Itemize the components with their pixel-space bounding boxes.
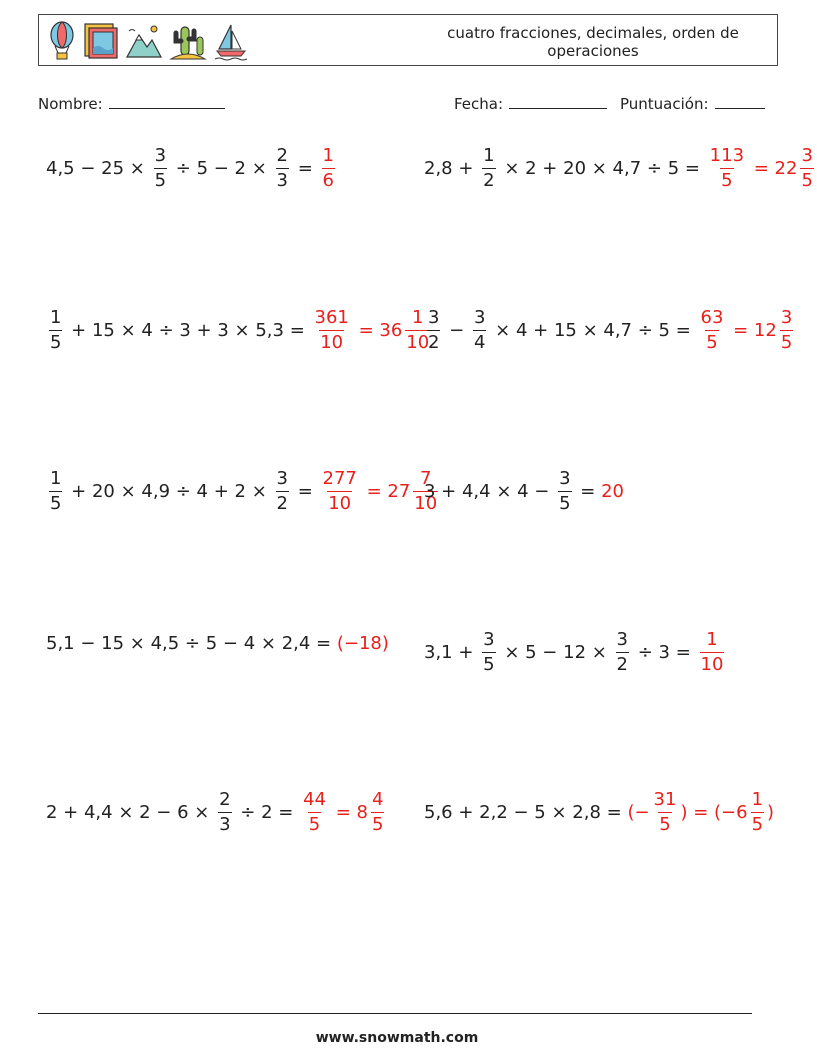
numerator: 1 xyxy=(706,628,718,650)
denominator: 5 xyxy=(780,331,793,353)
fraction xyxy=(218,788,231,835)
denominator: 5 xyxy=(706,331,718,353)
expression-text: 5,6 + 2,2 − 5 × 2,8 = xyxy=(424,801,628,823)
answer-fraction xyxy=(314,306,350,353)
worksheet-title: cuatro fracciones, decimales, orden de operaciones xyxy=(447,24,739,60)
answer-text: (− xyxy=(627,801,650,823)
numerator: 1 xyxy=(412,306,424,328)
numerator: 31 xyxy=(653,788,677,810)
fraction xyxy=(616,628,629,675)
fraction xyxy=(482,628,495,675)
denominator: 5 xyxy=(751,813,764,835)
answer-text: = 12 xyxy=(727,319,777,341)
denominator: 5 xyxy=(659,813,671,835)
problem xyxy=(424,627,727,677)
expression-text: 2 + 4,4 × 2 − 6 × xyxy=(46,801,216,823)
name-blank[interactable] xyxy=(109,94,225,109)
fraction xyxy=(276,144,289,191)
problem xyxy=(46,787,387,837)
numerator: 361 xyxy=(314,306,349,328)
numerator: 3 xyxy=(276,467,288,489)
numerator: 44 xyxy=(303,788,326,810)
denominator: 5 xyxy=(50,331,62,353)
answer-fraction xyxy=(302,788,327,835)
denominator: 5 xyxy=(371,813,384,835)
answer-fraction xyxy=(371,788,384,835)
expression-text: 2,8 + xyxy=(424,157,480,179)
footer-divider xyxy=(38,1013,752,1014)
fraction xyxy=(49,467,62,514)
denominator: 2 xyxy=(483,169,495,191)
numerator: 2 xyxy=(219,788,231,810)
answer-fraction xyxy=(751,788,764,835)
header-icons xyxy=(47,19,249,63)
fraction xyxy=(427,306,440,353)
numerator: 3 xyxy=(616,628,628,650)
answer-fraction xyxy=(700,628,725,675)
problem xyxy=(424,305,796,355)
numerator: 3 xyxy=(428,306,440,328)
numerator: 1 xyxy=(483,144,495,166)
mountains-icon xyxy=(125,21,163,61)
answer-text: 20 xyxy=(601,480,624,502)
numerator: 3 xyxy=(559,467,571,489)
name-field xyxy=(38,94,225,113)
expression-text: 3,1 + xyxy=(424,641,480,663)
score-label: Puntuación: xyxy=(620,95,709,113)
denominator: 10 xyxy=(700,653,724,675)
expression-text: − xyxy=(443,319,470,341)
expression-text: + 20 × 4,9 ÷ 4 + 2 × xyxy=(65,480,273,502)
denominator: 5 xyxy=(154,169,167,191)
sailboat-icon xyxy=(213,21,249,61)
denominator: 5 xyxy=(801,169,813,191)
fraction xyxy=(154,144,167,191)
picture-frame-icon xyxy=(83,21,119,61)
answer-text: = 27 xyxy=(360,480,411,502)
problem xyxy=(46,466,441,516)
denominator: 2 xyxy=(276,492,288,514)
problem xyxy=(424,143,817,193)
problem xyxy=(46,618,389,668)
expression-text: = xyxy=(291,480,319,502)
expression-text: 5,1 − 15 × 4,5 ÷ 5 − 4 × 2,4 = xyxy=(46,632,337,654)
answer-text: = 22 xyxy=(748,157,798,179)
denominator: 10 xyxy=(320,331,344,353)
expression-text: + 15 × 4 ÷ 3 + 3 × 5,3 = xyxy=(65,319,311,341)
expression-text: × 4 + 15 × 4,7 ÷ 5 = xyxy=(489,319,697,341)
answer-text: ) xyxy=(767,801,775,823)
numerator: 1 xyxy=(751,788,764,810)
denominator: 5 xyxy=(50,492,62,514)
date-field xyxy=(454,94,607,113)
numerator: 3 xyxy=(801,144,813,166)
expression-text: 4,5 − 25 × xyxy=(46,157,151,179)
denominator: 5 xyxy=(721,169,733,191)
answer-fraction xyxy=(709,144,745,191)
answer-text: = 36 xyxy=(352,319,403,341)
numerator: 63 xyxy=(700,306,724,328)
problem xyxy=(46,305,433,355)
expression-text: = xyxy=(291,157,319,179)
denominator: 5 xyxy=(483,653,495,675)
date-blank[interactable] xyxy=(509,94,607,109)
numerator: 113 xyxy=(709,144,745,166)
answer-fraction xyxy=(653,788,678,835)
denominator: 5 xyxy=(559,492,571,514)
expression-text: = xyxy=(574,480,602,502)
answer-fraction xyxy=(700,306,725,353)
hot-air-balloon-icon xyxy=(47,21,77,61)
denominator: 5 xyxy=(308,813,321,835)
fraction xyxy=(49,306,62,353)
denominator: 6 xyxy=(322,169,334,191)
problem xyxy=(424,466,624,516)
denominator: 2 xyxy=(428,331,440,353)
score-blank[interactable] xyxy=(715,94,765,109)
fraction xyxy=(558,467,571,514)
problem xyxy=(46,143,338,193)
expression-text: × 2 + 20 × 4,7 ÷ 5 = xyxy=(498,157,706,179)
denominator: 10 xyxy=(406,331,430,353)
answer-fraction xyxy=(322,467,358,514)
denominator: 4 xyxy=(473,331,486,353)
fraction xyxy=(276,467,289,514)
denominator: 2 xyxy=(616,653,628,675)
answer-fraction xyxy=(322,144,335,191)
denominator: 10 xyxy=(414,492,438,514)
cactus-icon xyxy=(169,21,207,61)
answer-fraction xyxy=(800,144,813,191)
footer-url: www.snowmath.com xyxy=(315,1030,479,1046)
expression-text: × 5 − 12 × xyxy=(498,641,613,663)
numerator: 3 xyxy=(473,306,486,328)
score-field xyxy=(620,94,765,113)
numerator: 3 xyxy=(780,306,793,328)
numerator: 7 xyxy=(420,467,432,489)
denominator: 10 xyxy=(328,492,352,514)
problem xyxy=(424,787,774,837)
numerator: 3 xyxy=(483,628,495,650)
fraction xyxy=(473,306,486,353)
numerator: 3 xyxy=(154,144,167,166)
fraction xyxy=(482,144,495,191)
expression-text: ÷ 2 = xyxy=(234,801,300,823)
numerator: 2 xyxy=(276,144,288,166)
numerator: 1 xyxy=(322,144,334,166)
worksheet-header xyxy=(38,14,778,66)
numerator: 4 xyxy=(371,788,384,810)
numerator: 277 xyxy=(322,467,357,489)
name-label: Nombre: xyxy=(38,95,103,113)
numerator: 1 xyxy=(50,306,62,328)
numerator: 1 xyxy=(50,467,62,489)
expression-text: ÷ 3 = xyxy=(632,641,697,663)
answer-text: = 8 xyxy=(329,801,368,823)
answer-text: (−18) xyxy=(336,632,389,654)
denominator: 3 xyxy=(276,169,288,191)
expression-text: 3 + 4,4 × 4 − xyxy=(424,480,556,502)
expression-text: ÷ 5 − 2 × xyxy=(170,157,273,179)
date-label: Fecha: xyxy=(454,95,504,113)
answer-fraction xyxy=(780,306,793,353)
denominator: 3 xyxy=(219,813,231,835)
answer-text: ) = (−6 xyxy=(680,801,748,823)
